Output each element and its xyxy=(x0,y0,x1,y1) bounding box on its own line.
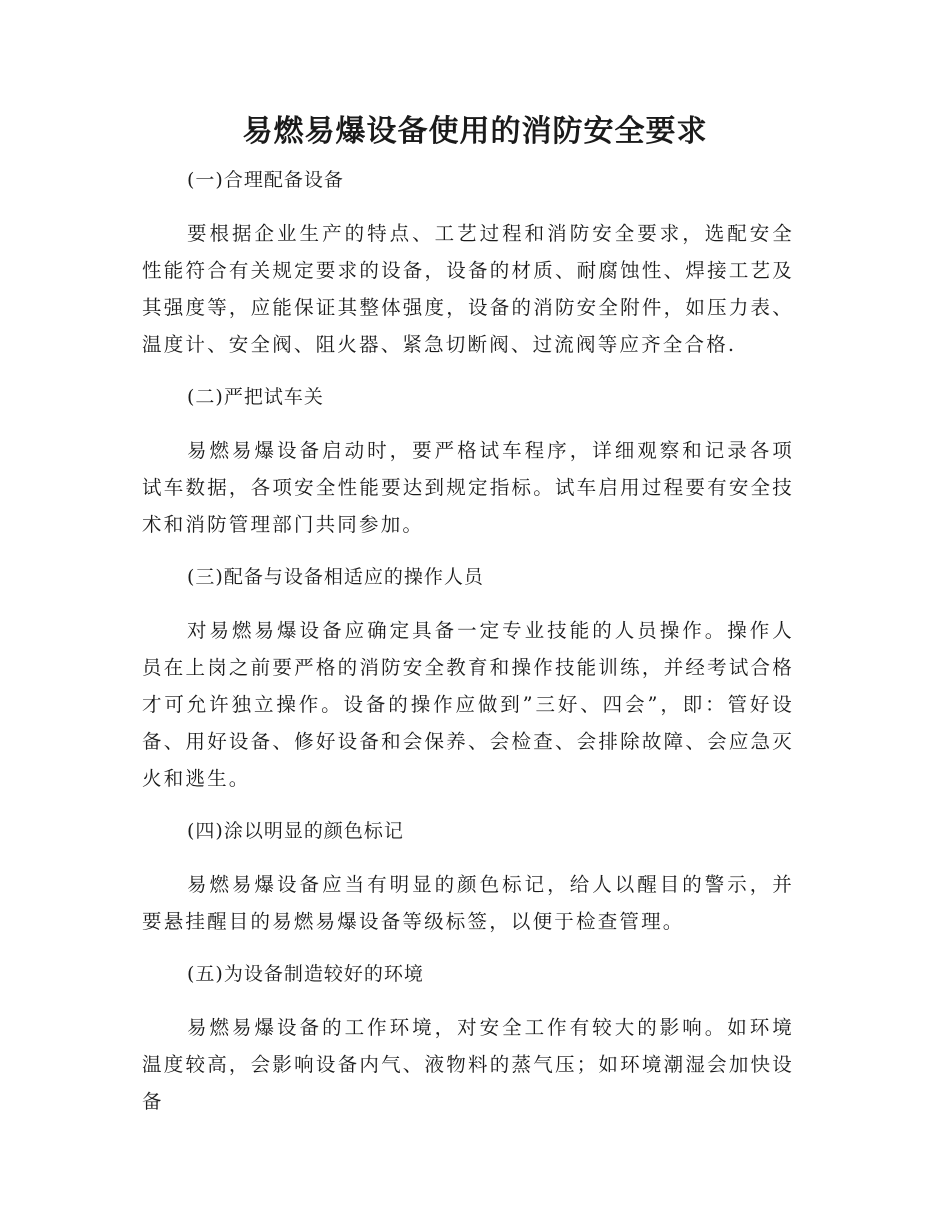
section-heading-4: (四)涂以明显的颜色标记 xyxy=(187,820,404,842)
page-title: 易燃易爆设备使用的消防安全要求 xyxy=(242,114,708,149)
section-paragraph-1: 要根据企业生产的特点、工艺过程和消防安全要求，选配安全性能符合有关规定要求的设备，设备的材质、耐腐蚀性、焊接工艺及其强度等，应能保证其整体强度，设备的消防安全附件，如压力表、温度计、安全阀、阻火器、紧急切断阀、过流阀等应齐全合格. xyxy=(142,222,794,356)
section-heading-3: (三)配备与设备相适应的操作人员 xyxy=(187,566,484,588)
section-paragraph-4: 易燃易爆设备应当有明显的颜色标记，给人以醒目的警示，并要悬挂醒目的易燃易爆设备等级标签，以便于检查管理。 xyxy=(142,873,794,933)
section-heading-5: (五)为设备制造较好的环境 xyxy=(187,963,424,985)
document-body xyxy=(142,162,794,1136)
section-paragraph-2: 易燃易爆设备启动时，要严格试车程序，详细观察和记录各项试车数据，各项安全性能要达到规定指标。试车启用过程要有安全技术和消防管理部门共同参加。 xyxy=(142,439,794,536)
section-heading-2: (二)严把试车关 xyxy=(187,386,324,408)
section-paragraph-5: 易燃易爆设备的工作环境，对安全工作有较大的影响。如环境温度较高，会影响设备内气、液物料的蒸气压；如环境潮湿会加快设备 xyxy=(142,1016,794,1113)
section-paragraph-3: 对易燃易爆设备应确定具备一定专业技能的人员操作。操作人员在上岗之前要严格的消防安全教育和操作技能训练，并经考试合格才可允许独立操作。设备的操作应做到”三好、四会”，即：管好设备、用好设备、修好设备和会保养、会检查、会排除故障、会应急灭火和逃生。 xyxy=(142,619,794,790)
section-heading-1: (一)合理配备设备 xyxy=(187,169,344,191)
